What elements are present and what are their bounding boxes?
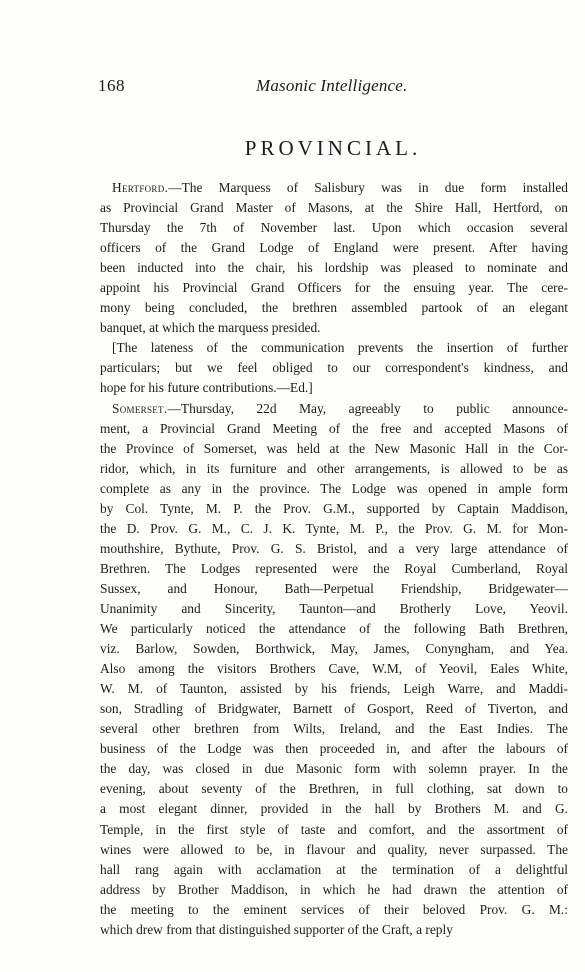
line-text: Also among the visitors Brothers Cave, W.M, of Yeovil, Eales White, <box>100 661 568 677</box>
text-line <box>100 539 568 559</box>
line-text: Brethren. The Lodges represented were the Royal Cumberland, Royal <box>100 560 568 576</box>
line-text: mouthshire, Bythute, Prov. G. S. Bristol, and a very large attendance of <box>100 540 568 556</box>
text-line <box>100 358 568 378</box>
text-line <box>100 218 568 238</box>
line-text: officers of the Grand Lodge of England were present. After having <box>100 240 568 256</box>
text-line <box>100 679 568 699</box>
section-lead: Somerset. <box>112 400 168 416</box>
line-text: a most elegant dinner, provided in the hall by Brothers M. and G. <box>100 801 568 817</box>
line-text: Temple, in the first style of taste and comfort, and the assortment of <box>100 821 568 837</box>
text-line <box>100 699 568 719</box>
line-text: W. M. of Taunton, assisted by his friends, Leigh Warre, and Maddi- <box>100 681 568 697</box>
text-line <box>100 318 568 338</box>
text-line <box>100 439 568 459</box>
text-line <box>100 900 568 920</box>
line-text: the Province of Somerset, was held at the New Masonic Hall in the Cor- <box>100 440 568 456</box>
line-text: banquet, at which the marquess presided. <box>100 320 321 336</box>
line-text: hall rang again with acclamation at the termination of a delightful <box>100 861 568 877</box>
line-text: appoint his Provincial Grand Officers for the ensuing year. The cere- <box>100 280 568 296</box>
text-line <box>100 178 568 198</box>
line-text: the day, was closed in due Masonic form with solemn prayer. In the <box>100 761 568 777</box>
line-text: hope for his future contributions.—Ed.] <box>100 380 313 396</box>
text-line <box>100 559 568 579</box>
text-line <box>100 719 568 739</box>
paragraph-hertford <box>100 178 568 338</box>
text-line <box>100 639 568 659</box>
text-line <box>100 198 568 218</box>
text-line <box>100 378 568 398</box>
text-line <box>100 759 568 779</box>
text-line <box>100 659 568 679</box>
running-title: Masonic Intelligence. <box>256 76 408 95</box>
running-head <box>98 76 568 100</box>
line-text: which drew from that distinguished supporter of the Craft, a reply <box>100 921 453 937</box>
text-line <box>100 880 568 900</box>
text-line <box>100 419 568 439</box>
text-line <box>100 338 568 358</box>
line-text: We particularly noticed the attendance of the following Bath Brethren, <box>100 621 568 637</box>
line-text: Unanimity and Sincerity, Taunton—and Brotherly Love, Yeovil. <box>100 600 568 616</box>
text-line <box>100 238 568 258</box>
text-line <box>100 499 568 519</box>
line-text: —The Marquess of Salisbury was in due form installed <box>168 180 568 195</box>
line-text: mony being concluded, the brethren assembled partook of an elegant <box>100 300 568 316</box>
line-text: son, Stradling of Bridgwater, Barnett of Gosport, Reed of Tiverton, and <box>100 701 568 717</box>
line-text: complete as any in the province. The Lodge was opened in ample form <box>100 480 568 496</box>
line-text: address by Brother Maddison, in which he had drawn the attention of <box>100 881 568 897</box>
line-text: by Col. Tynte, M. P. the Prov. G.M., supported by Captain Maddison, <box>100 500 568 516</box>
text-line <box>100 739 568 759</box>
text-line <box>100 258 568 278</box>
line-text: ridor, which, in its furniture and other arrangements, is allowed to be as <box>100 460 568 476</box>
line-text: ment, a Provincial Grand Meeting of the free and accepted Masons of <box>100 420 568 436</box>
section-lead: Hertford. <box>112 180 169 195</box>
line-text: the meeting to the eminent services of their beloved Prov. G. M.: <box>100 901 568 917</box>
text-line <box>100 579 568 599</box>
line-text: as Provincial Grand Master of Masons, at the Shire Hall, Hertford, on <box>100 200 568 216</box>
line-text: —Thursday, 22d May, agreeably to public announce- <box>167 400 568 416</box>
text-line <box>100 619 568 639</box>
line-text: several other brethren from Wilts, Ireland, and the East Indies. The <box>100 721 568 737</box>
text-line <box>100 799 568 819</box>
line-text: been inducted into the chair, his lordship was pleased to nominate and <box>100 260 568 276</box>
text-line <box>100 519 568 539</box>
text-line <box>100 840 568 860</box>
line-text: evening, about seventy of the Brethren, in full clothing, sat down to <box>100 781 568 797</box>
page-number: 168 <box>98 76 125 95</box>
text-line <box>100 779 568 799</box>
text-line <box>100 860 568 880</box>
article-body <box>100 178 568 940</box>
line-text: viz. Barlow, Sowden, Borthwick, May, James, Conyngham, and Yea. <box>100 641 568 657</box>
text-line <box>100 399 568 419</box>
text-line <box>100 298 568 318</box>
line-text: wines were allowed to be, in flavour and quality, never surpassed. The <box>100 841 568 857</box>
text-line <box>100 479 568 499</box>
line-text: business of the Lodge was then proceeded in, and after the labours of <box>100 741 568 757</box>
text-line <box>100 278 568 298</box>
line-text: Sussex, and Honour, Bath—Perpetual Friendship, Bridgewater— <box>100 580 568 596</box>
paragraph-editor-note <box>100 338 568 398</box>
line-text: Thursday the 7th of November last. Upon which occasion several <box>100 220 568 236</box>
line-text: the D. Prov. G. M., C. J. K. Tynte, M. P., the Prov. G. M. for Mon- <box>100 520 568 536</box>
text-line <box>100 599 568 619</box>
text-line <box>100 820 568 840</box>
line-text: particulars; but we feel obliged to our correspondent's kindness, and <box>100 360 568 376</box>
line-text: [The lateness of the communication prevents the insertion of further <box>112 340 568 356</box>
text-line <box>100 920 568 940</box>
text-line <box>100 459 568 479</box>
section-title: PROVINCIAL. <box>244 136 422 160</box>
paragraph-somerset <box>100 399 568 940</box>
